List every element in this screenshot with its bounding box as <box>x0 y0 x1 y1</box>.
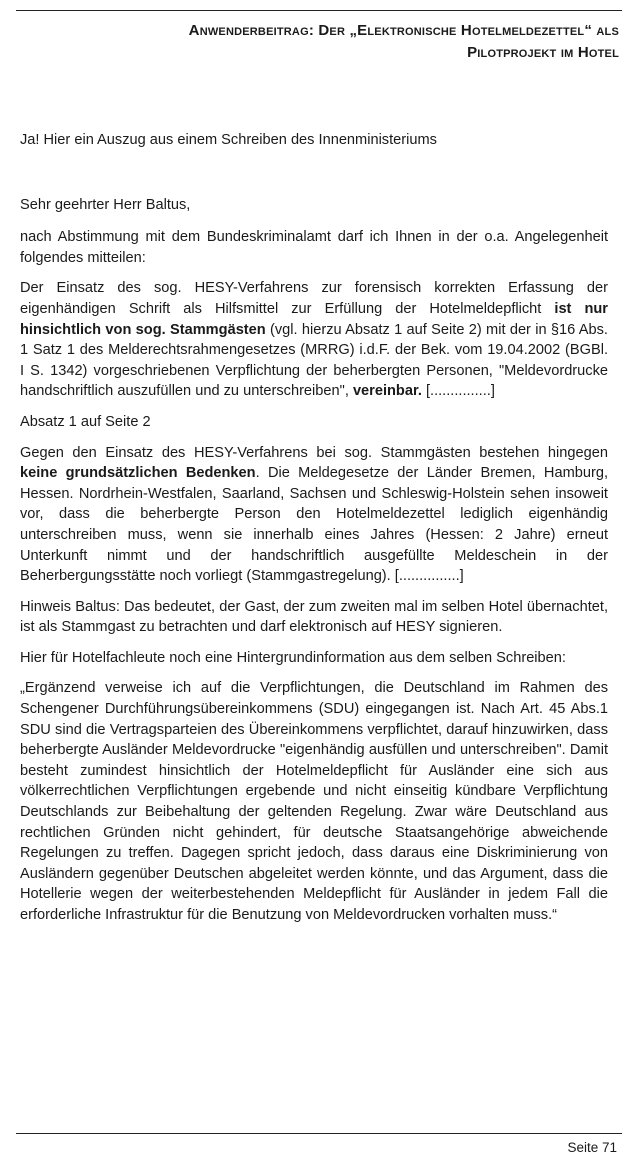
footer-rule <box>16 1133 622 1134</box>
header-line-2: Pilotprojekt im Hotel <box>467 44 619 61</box>
page-header <box>59 20 619 64</box>
intro-line: Ja! Hier ein Auszug aus einem Schreiben des Innenministeriums <box>20 132 437 148</box>
salutation: Sehr geehrter Herr Baltus, <box>20 196 191 213</box>
p2-text-a: Der Einsatz des sog. HESY-Verfahrens zur forensisch korrekten Erfassung der eigenhändigen Schrift als Hilfsmittel zur Erfüllung der Hotelmeldepflicht <box>20 280 608 317</box>
header-line-1: Anwenderbeitrag: Der „Elektronische Hotelmeldezettel“ als <box>188 22 619 39</box>
document-body <box>20 130 608 926</box>
p2-bold-b: ist nur hinsichtlich von sog. Stammgästen <box>20 300 608 338</box>
p2-text-c: (vgl. hierzu Absatz 1 auf Seite 2) mit der in §16 Abs. 1 Satz 1 des Melderechtsrahmengesetzes (MRRG) i.d.F. der Bek. vom 19.04.2002 (BGBl. I S. 1342) vorgeschriebenen Verpflichtung der beherbergten Personen, "Meldevordrucke handschriftlich auszufüllen und zu unterschreiben", <box>20 321 608 400</box>
p4-text-c: . Die Meldegesetze der Länder Bremen, Hamburg, Hessen. Nordrhein-Westfalen, Saarland, Sachsen und Schleswig-Holstein sehen insoweit vor, dass die beherbergte Person den Hotelmeldezettel lediglich eigenhändig unterschreiben muss, wenn sie innerhalb eines Jahres (Hessen: 2 Jahre) erneut Unterkunft nimmt und der handschriftlich ausgefüllte Meldeschein in der Beherbergungsstätte noch vorliegt (Stammgastregelung). [...............] <box>20 465 608 585</box>
paragraph-3: Absatz 1 auf Seite 2 <box>20 413 151 430</box>
paragraph-6: Hier für Hotelfachleute noch eine Hintergrundinformation aus dem selben Schreiben: <box>20 649 566 666</box>
paragraph-1: nach Abstimmung mit dem Bundeskriminalamt darf ich Ihnen in der o.a. Angelegenheit folgendes mitteilen: <box>20 229 608 266</box>
p4-bold-b: keine grundsätzlichen Bedenken <box>20 465 256 482</box>
p2-bold-d: vereinbar. <box>352 383 422 400</box>
p4-text-a: Gegen den Einsatz des HESY-Verfahrens bei sog. Stammgästen bestehen hingegen <box>20 444 608 461</box>
header-rule <box>16 10 622 11</box>
p2-text-e: [...............] <box>421 383 495 400</box>
paragraph-5: Hinweis Baltus: Das bedeutet, der Gast, der zum zweiten mal im selben Hotel übernachtet, ist als Stammgast zu betrachten und darf elektronisch auf HESY signieren. <box>20 598 608 636</box>
paragraph-2 <box>20 278 608 402</box>
page-number: Seite 71 <box>567 1140 617 1155</box>
paragraph-7: „Ergänzend verweise ich auf die Verpflichtungen, die Deutschland im Rahmen des Schengener Durchführungsübereinkommens (SDU) eingegangen ist. Nach Art. 45 Abs.1 SDU sind die Vertragsparteien des Übereinkommens verpflichtet, darauf hinzuwirken, dass beherbergte Ausländer Meldevordrucke "eigenhändig ausfüllen und unterschreiben". Damit besteht zumindest hinsichtlich der Hotelmeldepflicht für Ausländer eine sich aus völkerrechtlichen Verpflichtungen ergebende und nicht einseitig kündbare Verpflichtung Deutschlands zur Beibehaltung der geltenden Regelung. Zwar wäre Deutschland aus rechtlichen Gründen nicht gehindert, für deutsche Staatsangehörige abweichende Regelungen zu treffen. Dagegen spricht jedoch, dass daraus eine Diskriminierung von Ausländern gegenüber Deutschen abgeleitet werden könnte, und das Argument, dass die Hotellerie wegen der weiterbestehenden Meldepflicht für Ausländer in jedem Fall die erforderliche Infrastruktur für die Benutzung von Meldevordrucken vorhalten muss.“ <box>20 680 608 923</box>
paragraph-4 <box>20 443 608 587</box>
